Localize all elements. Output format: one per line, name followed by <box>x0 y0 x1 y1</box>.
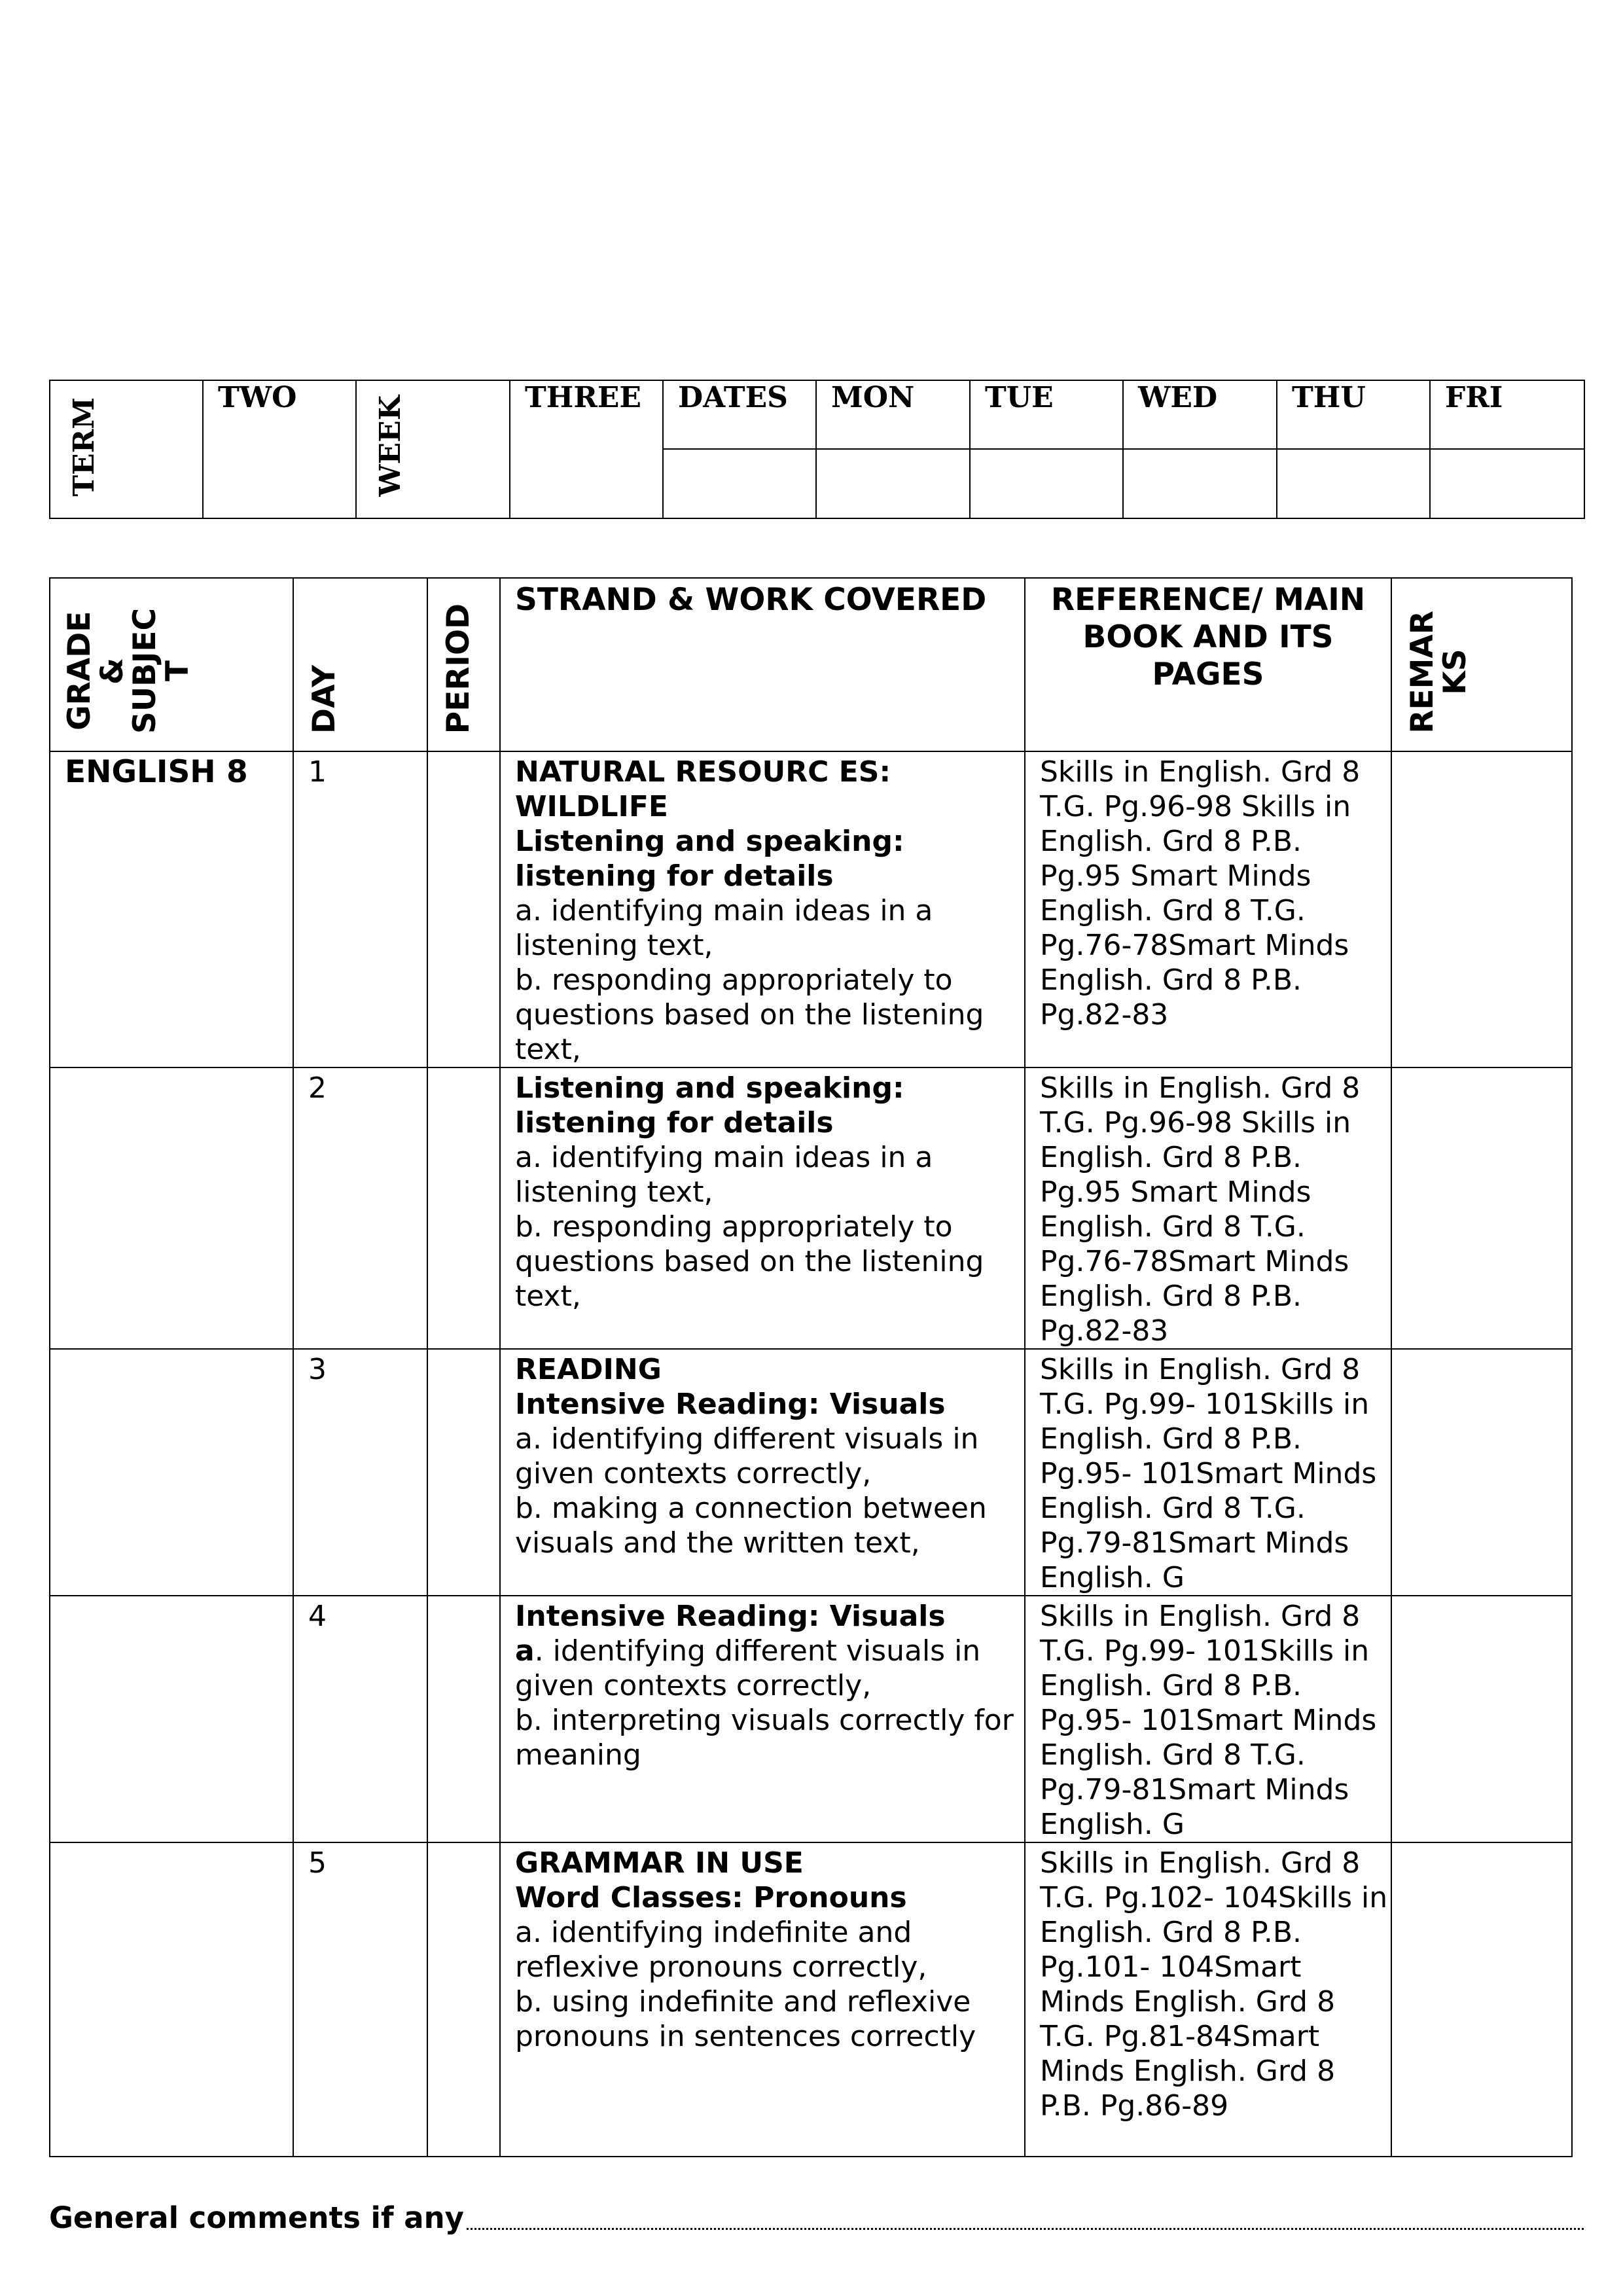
reference-cell: Skills in English. Grd 8 T.G. Pg.96-98 Skills in English. Grd 8 P.B. Pg.95 Smart Minds English. Grd 8 T.G. Pg.76-78Smart Minds English. Grd 8 P.B. Pg.82-83 <box>1025 751 1391 1067</box>
date-cell-wed[interactable] <box>1123 449 1277 518</box>
objective-a <box>515 1634 1024 1703</box>
dates-empty-cell[interactable] <box>663 449 816 518</box>
day-header-thu: THU <box>1277 380 1430 449</box>
dates-label: DATES <box>663 380 816 449</box>
remarks-cell[interactable] <box>1391 1596 1572 1842</box>
day-header-mon: MON <box>816 380 970 449</box>
remarks-header: REMAR KS <box>1404 611 1473 734</box>
day-header-tue: TUE <box>970 380 1123 449</box>
reference-cell: Skills in English. Grd 8 T.G. Pg.96-98 Skills in English. Grd 8 P.B. Pg.95 Smart Minds English. Grd 8 T.G. Pg.76-78Smart Minds English. Grd 8 P.B. Pg.82-83 <box>1025 1067 1391 1349</box>
objective-a: a. identifying indefinite and reflexive pronouns correctly, <box>515 1916 927 1984</box>
work-covered-cell <box>500 1067 1025 1349</box>
date-cell-thu[interactable] <box>1277 449 1430 518</box>
strand-heading: NATURAL RESOURC ES: WILDLIFE <box>515 755 891 823</box>
term-value: TWO <box>203 380 356 518</box>
general-comments <box>49 2200 1584 2235</box>
period-header-cell <box>427 578 500 751</box>
date-cell-tue[interactable] <box>970 449 1123 518</box>
general-comments-line[interactable] <box>467 2203 1584 2230</box>
date-cell-fri[interactable] <box>1430 449 1584 518</box>
lesson-plan-table <box>49 577 1573 2157</box>
day-header: DAY <box>306 665 342 734</box>
sub-strand-title: Listening and speaking: listening for details <box>515 1071 904 1139</box>
period-cell[interactable] <box>427 1349 500 1596</box>
objective-a: a. identifying different visuals in given contexts correctly, <box>515 1422 979 1490</box>
period-cell[interactable] <box>427 1842 500 2157</box>
day-number: 2 <box>293 1067 427 1349</box>
subject-cell-empty <box>50 1067 293 1349</box>
remarks-cell[interactable] <box>1391 1067 1572 1349</box>
table-row <box>50 1067 1572 1349</box>
objective-b: b. interpreting visuals correctly for meaning <box>515 1704 1014 1772</box>
reference-header: REFERENCE/ MAIN BOOK AND ITS PAGES <box>1025 578 1391 751</box>
period-cell[interactable] <box>427 1067 500 1349</box>
objective-a: a. identifying main ideas in a listening text, <box>515 894 933 962</box>
day-number: 3 <box>293 1349 427 1596</box>
remarks-header-cell <box>1391 578 1572 751</box>
objective-a-letter: a <box>515 1634 535 1668</box>
sub-strand-title: Intensive Reading: Visuals <box>515 1388 946 1421</box>
day-number: 1 <box>293 751 427 1067</box>
remarks-cell[interactable] <box>1391 1842 1572 2157</box>
day-number: 5 <box>293 1842 427 2157</box>
date-cell-mon[interactable] <box>816 449 970 518</box>
day-header-cell <box>293 578 427 751</box>
subject-cell-empty <box>50 1349 293 1596</box>
day-header-wed: WED <box>1123 380 1277 449</box>
table-row <box>50 751 1572 1067</box>
objective-a-text: . identifying different visuals in given contexts correctly, <box>515 1634 981 1702</box>
sub-strand-title: Intensive Reading: Visuals <box>515 1600 946 1633</box>
objective-b: b. using indefinite and reflexive pronouns in sentences correctly <box>515 1985 976 2053</box>
table-row <box>50 1349 1572 1596</box>
period-cell[interactable] <box>427 751 500 1067</box>
week-label: WEEK <box>374 395 407 497</box>
work-covered-cell <box>500 1596 1025 1842</box>
strand-heading: READING <box>515 1353 662 1386</box>
table-row <box>50 1596 1572 1842</box>
term-label-cell <box>50 380 203 518</box>
term-label: TERM <box>67 397 101 497</box>
sub-strand-title: Listening and speaking: listening for details <box>515 825 904 893</box>
objective-a: a. identifying main ideas in a listening text, <box>515 1141 933 1209</box>
period-cell[interactable] <box>427 1596 500 1842</box>
strand-heading: GRAMMAR IN USE <box>515 1846 804 1880</box>
remarks-cell[interactable] <box>1391 1349 1572 1596</box>
table-row <box>50 1842 1572 2157</box>
general-comments-label: General comments if any <box>49 2200 464 2235</box>
strand-header: STRAND & WORK COVERED <box>500 578 1025 751</box>
term-week-table <box>49 380 1585 519</box>
grade-subject-header-cell <box>50 578 293 751</box>
work-covered-cell <box>500 751 1025 1067</box>
day-header-fri: FRI <box>1430 380 1584 449</box>
reference-cell: Skills in English. Grd 8 T.G. Pg.102- 104Skills in English. Grd 8 P.B. Pg.101- 104Smart Minds English. Grd 8 T.G. Pg.81-84Smart Minds English. Grd 8 P.B. Pg.86-89 <box>1025 1842 1391 2157</box>
reference-cell: Skills in English. Grd 8 T.G. Pg.99- 101Skills in English. Grd 8 P.B. Pg.95- 101Smart Minds English. Grd 8 T.G. Pg.79-81Smart Minds English. G <box>1025 1596 1391 1842</box>
sub-strand-title: Word Classes: Pronouns <box>515 1881 907 1914</box>
subject-cell-empty <box>50 1842 293 2157</box>
objective-b: b. responding appropriately to questions based on the listening text, <box>515 963 984 1066</box>
work-covered-cell <box>500 1349 1025 1596</box>
day-number: 4 <box>293 1596 427 1842</box>
objective-b: b. responding appropriately to questions based on the listening text, <box>515 1210 984 1313</box>
reference-cell: Skills in English. Grd 8 T.G. Pg.99- 101Skills in English. Grd 8 P.B. Pg.95- 101Smart Minds English. Grd 8 T.G. Pg.79-81Smart Minds English. G <box>1025 1349 1391 1596</box>
subject-cell-empty <box>50 1596 293 1842</box>
period-header: PERIOD <box>440 603 476 734</box>
week-label-cell <box>356 380 510 518</box>
table-header-row <box>50 578 1572 751</box>
grade-subject-header: GRADE & SUBJEC T <box>62 608 196 734</box>
week-value: THREE <box>510 380 663 518</box>
work-covered-cell <box>500 1842 1025 2157</box>
subject-cell: ENGLISH 8 <box>50 751 293 1067</box>
remarks-cell[interactable] <box>1391 751 1572 1067</box>
objective-b: b. making a connection between visuals and the written text, <box>515 1492 987 1560</box>
